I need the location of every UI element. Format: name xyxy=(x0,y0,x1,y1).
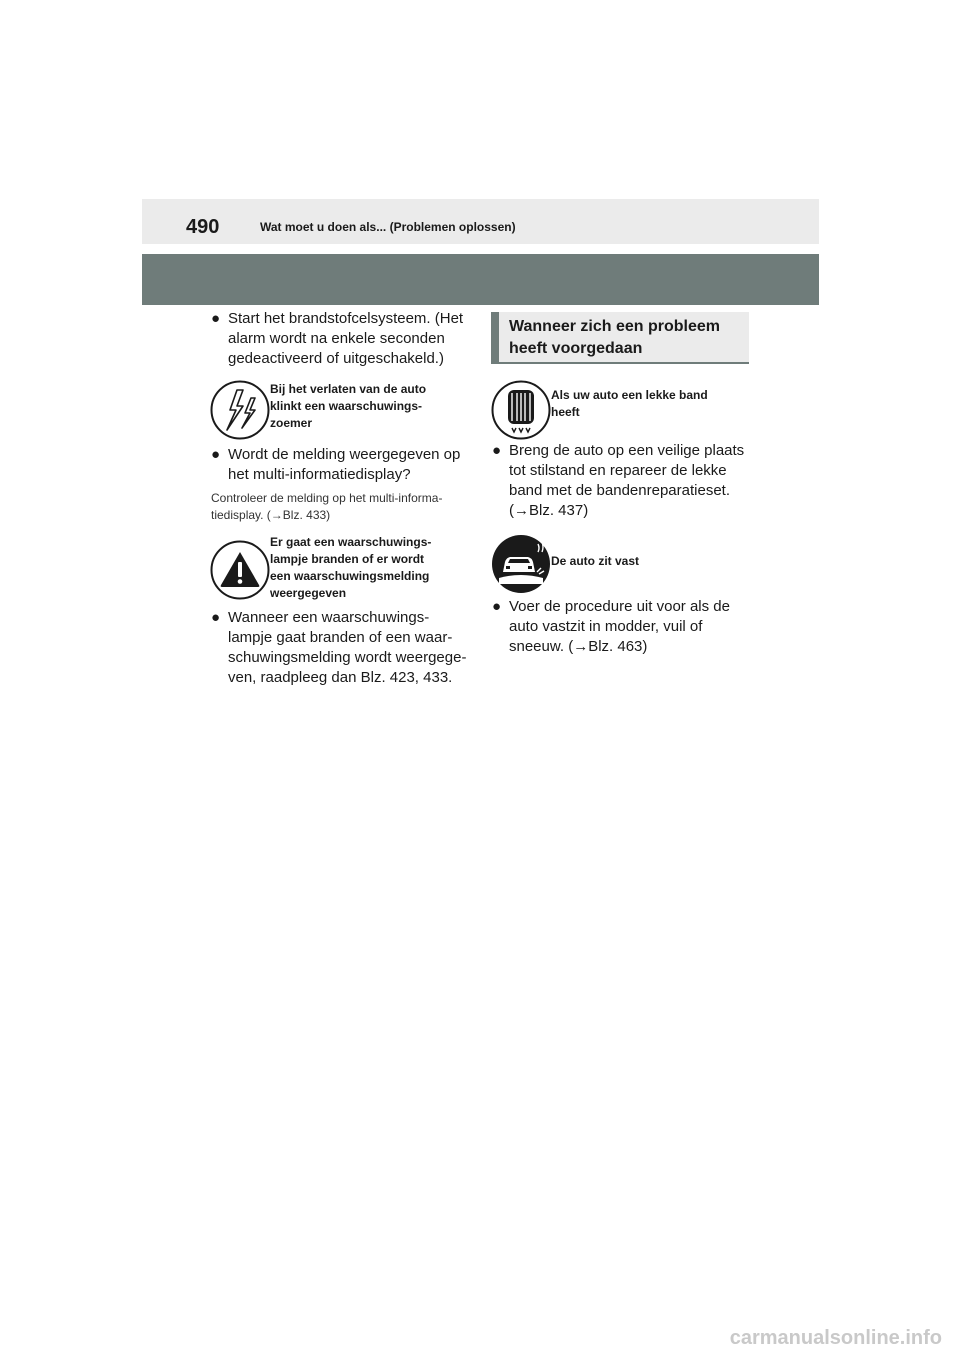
stuck-car-icon xyxy=(491,534,551,594)
page-title: Wat moet u doen als... (Problemen oplossen) xyxy=(260,220,516,234)
bullet-repair-tire: ● Breng de auto op een veilige plaats tot stilstand en repareer de lekke band met de bandenreparatieset. (→Blz. 437) xyxy=(492,442,745,519)
bullet-dot: ● xyxy=(211,609,221,626)
note-check-display: Controleer de melding op het multi-informa- tiedisplay. (→Blz. 433) xyxy=(211,491,443,522)
bullet-dot: ● xyxy=(211,446,221,463)
section-heading: Wanneer zich een probleem heeft voorgedaan xyxy=(491,312,749,364)
warning-buzzer-icon xyxy=(210,380,270,440)
bullet-start-system: ● Start het brandstofcelsysteem. (Het alarm wordt na enkele seconden gedeactiveerd of uitgeschakeld.) xyxy=(211,310,464,367)
warning-triangle-icon xyxy=(210,540,270,600)
bullet-warning-lamp: ● Wanneer een waarschuwings- lampje gaat branden of een waar- schuwingsmelding wordt weergege- ven, raadpleeg dan Blz. 423, 433. xyxy=(211,609,467,686)
icon-caption-stuck-car: De auto zit vast xyxy=(551,554,640,568)
icon-caption-warning-lamp: Er gaat een waarschuwings- lampje branden of er wordt een waarschuwingsmelding weergegeven xyxy=(270,535,432,600)
icon-caption-buzzer: Bij het verlaten van de auto klinkt een waarschuwings- zoemer xyxy=(270,382,427,430)
chapter-band xyxy=(142,254,819,305)
bullet-dot: ● xyxy=(211,310,221,327)
bullet-stuck-procedure: ● Voer de procedure uit voor als de auto vastzit in modder, vuil of sneeuw. (→Blz. 463) xyxy=(492,598,730,655)
watermark: carmanualsonline.info xyxy=(729,1327,942,1349)
flat-tire-icon xyxy=(491,380,551,440)
icon-caption-flat-tire: Als uw auto een lekke band heeft xyxy=(551,388,708,419)
page-number: 490 xyxy=(186,216,220,238)
bullet-message-display: ● Wordt de melding weergegeven op het multi-informatiedisplay? xyxy=(211,446,461,483)
bullet-dot: ● xyxy=(492,442,502,459)
bullet-dot: ● xyxy=(492,598,502,615)
